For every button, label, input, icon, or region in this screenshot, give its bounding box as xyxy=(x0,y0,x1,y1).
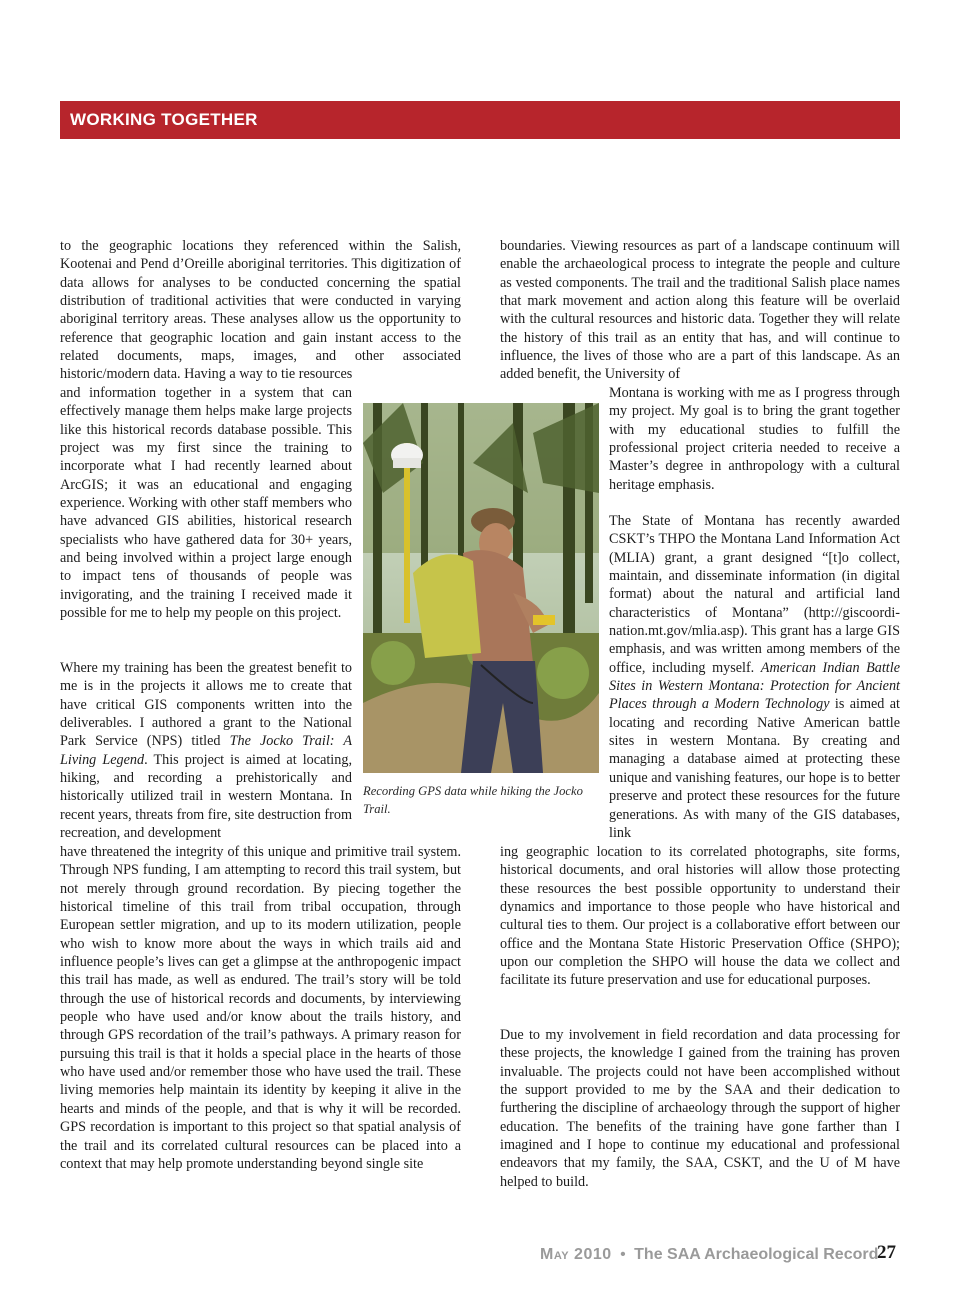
section-banner: WORKING TOGETHER xyxy=(60,101,900,139)
right-paragraph-2-wrap xyxy=(609,512,900,842)
left-paragraph-1-top: to the geographic locations they referenced within the Salish, Kootenai and Pend d’Oreille aboriginal territories. This digitization of data allows for analyses to be conducted concerning the spatial distribution of traditional activities that were conducted in varying aboriginal territory areas. These analyses allow us the opportunity to reference that geographic location and gain instant access to the related documents, maps, images, and other associated historic/modern data. Having a way to tie resources xyxy=(60,238,461,383)
page-footer xyxy=(540,1243,900,1267)
footer-separator: • xyxy=(620,1246,626,1263)
grant-title-battle-sites: American Indian Battle Sites in Western Montana: Protection for Ancient Places through a Modern Technology xyxy=(609,659,900,713)
right-paragraph-2-text-b: is aimed at locating and recording Native American battle sites in western Montana. By creating and managing a database aimed at protecting these unique and vanishing features, our hope is to better preserve and protect these resources for the future generations. As with many of the GIS databases, link xyxy=(609,696,901,841)
left-paragraph-2-bottom: have threatened the integrity of this unique and primitive trail system. Through NPS funding, I am attempting to record this trail system, but not merely through ground recordation. By piecing together the historical timeline of this trail from tribal occupation, through European settler migration, and up to its modern utilization, people who wish to know more about the ways in which trails aid and influence people’s lives can get a glimpse at the anthropogenic impact this trail has made, as well as endured. The trail’s story will be told through the use of historical records and documents, by interviewing people who have used and/or know about the trails history, and through GPS recordation of the trail’s pathways. A primary reason for pursuing this trail is that it holds a special place in the hearts of those who have used and/or remember those who have used the trail. These living memories help maintain its identity by keeping it alive in the hearts and minds of the people, and that is why it will be recorded. GPS recordation is important to this project so that spatial analysis of the trail and its correlated cultural resources can be placed into a context that may help promote understanding beyond single site xyxy=(60,844,461,1172)
field-photo-illustration xyxy=(363,403,599,773)
field-photo xyxy=(363,403,599,773)
right-paragraph-1-wrap: Montana is working with me as I progress through my project. My goal is to bring the grant together with my educational studies to fulfill the professional project criteria needed to receive a Master’s degree in anthropology with a cultural heritage emphasis. xyxy=(609,385,900,493)
right-paragraph-2-text-a: The State of Montana has recently awarded CSKT’s THPO the Montana Land Information Act (MLIA) grant, a grant designed “[t]o collect, maintain, and disseminate information (in digital format) about the natural and artificial land characteristics of Montana” (http://giscoordination.mt.gov/mlia.asp). This grant has a large GIS emphasis, and was written among members of the office, including myself. xyxy=(609,513,900,676)
right-paragraph-1-top: boundaries. Viewing resources as part of a landscape continuum will enable the archaeological process to integrate the people and culture as vested components. The trail and the traditional Salish place names that mark movement and action along this feature will be overlaid with the cultural resources and historic data. Together they will relate the history of this trail as an entity that has, and will continue to influence, the lives of those who are a part of this landscape. As an added benefit, the University of xyxy=(500,238,900,383)
footer-publication-title: The SAA Archaeological Record xyxy=(634,1246,879,1263)
footer-issue-date: May 2010 xyxy=(540,1246,612,1263)
grant-title-jocko-trail: The Jocko Trail: A Living Legend xyxy=(60,733,352,768)
left-paragraph-2-text-b: . This project is aimed at locating, hiking, and recording a prehistorically and historically utilized trail in western Montana. In recent years, threats from fire, site destruction from recreation, and development xyxy=(60,751,352,842)
photo-caption: Recording GPS data while hiking the Jocko Trail. xyxy=(363,784,583,816)
left-paragraph-2-text-a: Where my training has been the greatest benefit to me is in the projects it allows me to create that have critical GIS components written into the deliverables. I authored a grant to the National Park Service (NPS) titled xyxy=(60,660,352,750)
right-paragraph-3: Due to my involvement in field recordation and data processing for these projects, the knowledge I gained from the training has proven invaluable. The projects could not have been accomplished without the support provided to me by the SAA and their dedication to furthering the discipline of archaeology through the support of higher education. The benefits of the training have gone farther than I imagined and I hope to continue my educational and professional endeavors that my family, the SAA, CSKT, and the U of M have helped to build. xyxy=(500,1027,900,1190)
left-paragraph-1-wrap: and information together in a system that can effectively manage them helps make large projects like this historical records database possible. This project was my first since the training to incorporate what I had recently learned about ArcGIS; it was an educational and engaging experience. Working with other staff members who have advanced GIS abilities, historical research specialists who have gathered data for 30+ years, and being involved within a project large enough to impact tens of thousands of people was invigorating, and the training I received made it possible for me to help my people on this project. xyxy=(60,385,352,622)
right-paragraph-2-bottom: ing geographic location to its correlated photographs, site forms, historical documents, and oral histories will allow those protecting these resources the best possible opportunity to understand their dynamics and importance to those people who have historical and cultural ties to them. Our project is a collaborative effort between our office and the Montana State Historic Preservation Office (SHPO); upon our completion the SHPO will house the data we collect and facilitate its future preservation and use for educational purposes. xyxy=(500,844,900,989)
page-number: 27 xyxy=(877,1242,896,1263)
left-paragraph-2-wrap xyxy=(60,659,352,842)
